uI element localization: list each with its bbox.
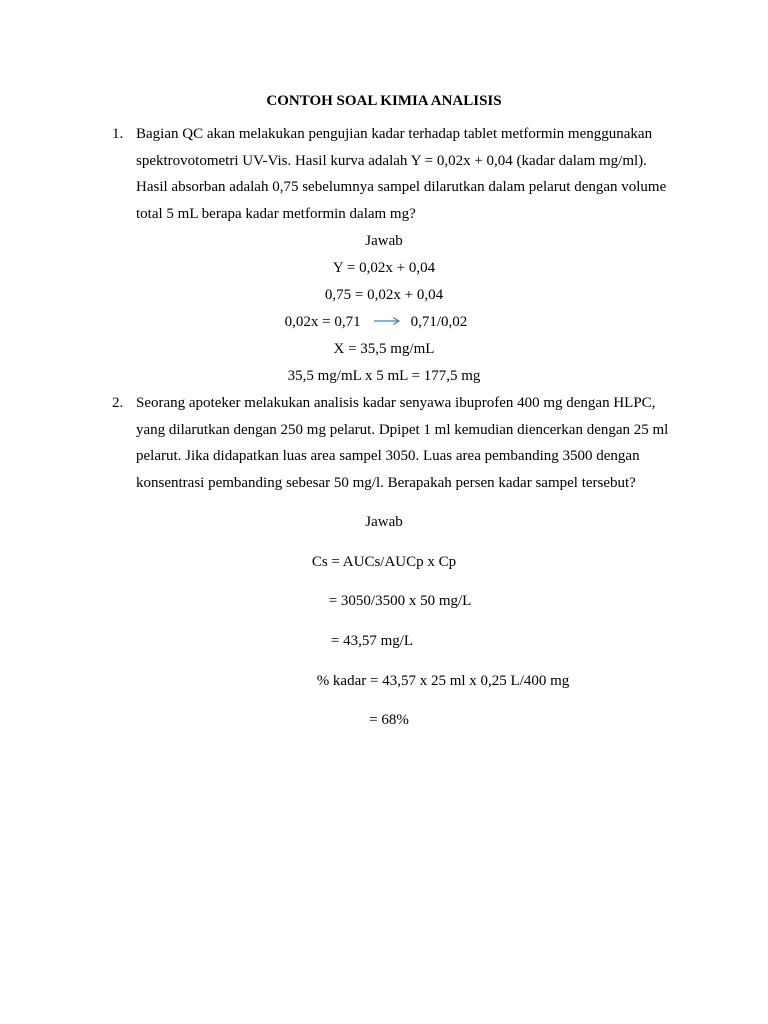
- q1-arrow-right-text: 0,71/0,02: [410, 314, 468, 330]
- question-2-text: Seorang apoteker melakukan analisis kadar senyawa ibuprofen 400 mg dengan HLPC, yang dilarutkan dengan 250 mg pelarut. Dpipet 1 ml kemudian diencerkan dengan 25 ml pelarut. Jika didapatkan luas area sampel 3050. Luas area pembanding 3500 dengan konsentrasi pembanding sebesar 50 mg/l. Berapakah persen kadar sampel tersebut?: [136, 395, 669, 492]
- q2-equation-line: % kadar = 43,57 x 25 ml x 0,25 L/400 mg: [316, 673, 570, 689]
- document-title: CONTOH SOAL KIMIA ANALISIS: [266, 93, 502, 109]
- q1-equation-line: Y = 0,02x + 0,04: [332, 260, 436, 276]
- q1-arrow-line: [0, 314, 760, 331]
- q1-equation-line: 35,5 mg/mL x 5 mL = 177,5 mg: [287, 368, 481, 384]
- question-1-number: 1.: [112, 126, 124, 142]
- right-arrow-icon: [373, 314, 401, 331]
- q2-equation-line: = 68%: [369, 712, 409, 728]
- q1-arrow-left-text: 0,02x = 0,71: [284, 314, 361, 330]
- q1-answer-label: Jawab: [365, 233, 403, 249]
- q2-equation-line: = 43,57 mg/L: [330, 633, 414, 649]
- q1-equation-line: X = 35,5 mg/mL: [333, 341, 435, 357]
- question-1-text: Bagian QC akan melakukan pengujian kadar terhadap tablet metformin menggunakan spektrovotometri UV-Vis. Hasil kurva adalah Y = 0,02x + 0,04 (kadar dalam mg/ml). Hasil absorban adalah 0,75 sebelumnya sampel dilarutkan dalam pelarut dengan volume total 5 mL berapa kadar metformin dalam mg?: [136, 126, 667, 223]
- question-2-number: 2.: [112, 395, 124, 411]
- q2-equation-line: Cs = AUCs/AUCp x Cp: [311, 554, 457, 570]
- q1-equation-line: 0,75 = 0,02x + 0,04: [324, 287, 444, 303]
- q2-answer-label: Jawab: [365, 514, 403, 530]
- q2-equation-line: = 3050/3500 x 50 mg/L: [328, 593, 472, 609]
